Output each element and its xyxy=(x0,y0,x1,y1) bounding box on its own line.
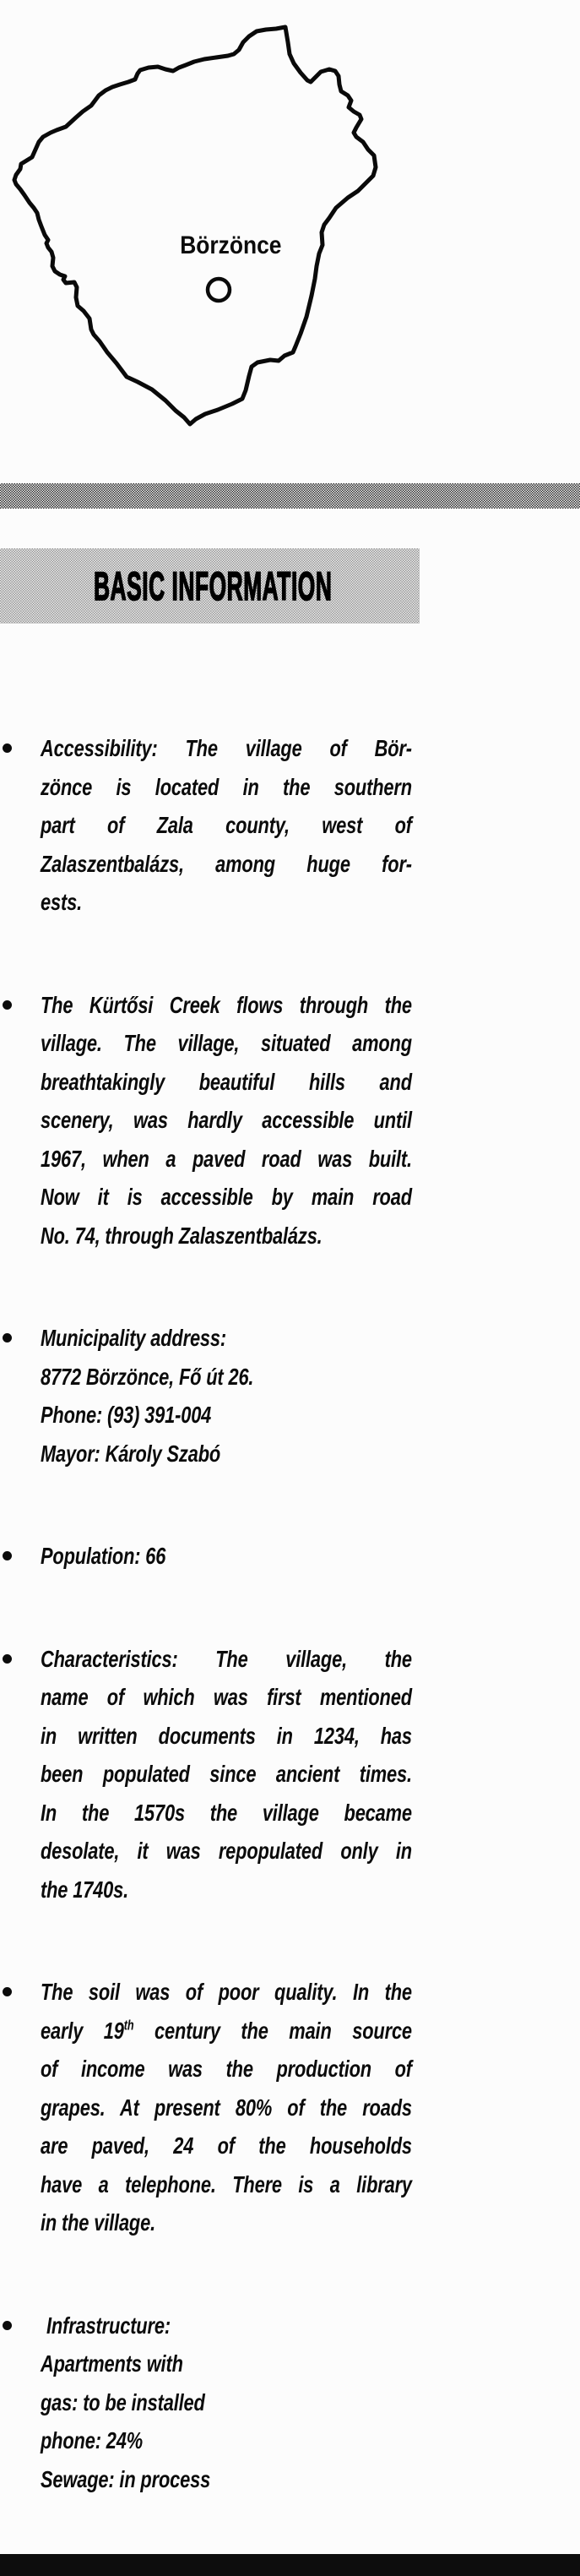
text-line: Apartments with xyxy=(41,2350,183,2377)
list-item-text xyxy=(41,1537,412,1576)
list-item-text xyxy=(41,1973,412,2242)
text-line: Now it is accessible by main road xyxy=(41,1184,412,1210)
text-line: of income was the production of xyxy=(41,2056,412,2082)
text-line: In the 1570s the village became xyxy=(41,1799,412,1826)
text-fragment: century the main source xyxy=(133,2017,412,2044)
bullet-icon xyxy=(3,1000,12,1010)
list-item-municipality xyxy=(0,1319,420,1473)
text-line: are paved, 24 of the households xyxy=(41,2132,412,2159)
text-line: The Kürtősi Creek flows through the xyxy=(41,991,412,1018)
list-item-population xyxy=(0,1537,420,1576)
text-line: The soil was of poor quality. In the xyxy=(41,1979,412,2005)
text-line: Infrastructure: xyxy=(46,2312,171,2339)
list-item-text xyxy=(41,729,412,922)
text-line: desolate, it was repopulated only in xyxy=(41,1838,412,1864)
section-title: BASIC INFORMATION xyxy=(93,564,333,608)
list-item-text xyxy=(41,1640,412,1909)
text-line: Sewage: in process xyxy=(41,2465,211,2492)
map-outline xyxy=(14,27,376,424)
bullet-column xyxy=(0,1640,41,1909)
text-line: 1967, when a paved road was built. xyxy=(41,1145,412,1172)
text-line: scenery, was hardly accessible until xyxy=(41,1107,412,1133)
bullet-column xyxy=(0,1973,41,2242)
text-line: Accessibility: The village of Bör- xyxy=(41,735,412,761)
bullet-column xyxy=(0,986,41,1255)
bullet-icon xyxy=(3,1333,12,1342)
text-line: in written documents in 1234, has xyxy=(41,1722,412,1749)
text-line: Population: 66 xyxy=(41,1543,166,1569)
text-line: grapes. At present 80% of the roads xyxy=(41,2094,412,2121)
village-label-text: Börzönce xyxy=(179,231,282,259)
list-item-text xyxy=(41,2306,412,2499)
text-line: Zalaszentbalázs, among huge for- xyxy=(41,850,412,877)
text-line: the 1740s. xyxy=(41,1876,129,1903)
text-line: gas: to be installed xyxy=(41,2388,205,2415)
superscript-ordinal: th xyxy=(123,2018,134,2034)
bullet-icon xyxy=(3,2321,12,2330)
bullet-column xyxy=(0,2306,41,2499)
text-fragment: early 19 xyxy=(41,2017,124,2044)
bullet-column xyxy=(0,1319,41,1473)
text-line: in the village. xyxy=(41,2209,156,2236)
text-line: No. 74, through Zalaszentbalázs. xyxy=(41,1222,323,1249)
text-line: ests. xyxy=(41,889,83,915)
text-line: name of which was first mentioned xyxy=(41,1684,412,1710)
list-item-accessibility xyxy=(0,729,420,922)
text-line xyxy=(41,2012,412,2050)
text-line: Municipality address: xyxy=(41,1325,227,1351)
text-line: Mayor: Károly Szabó xyxy=(41,1440,221,1467)
info-list xyxy=(0,729,420,2562)
list-item-infrastructure xyxy=(0,2306,420,2499)
text-line: been populated since ancient times. xyxy=(41,1761,412,1787)
text-line: zönce is located in the southern xyxy=(41,773,412,800)
list-item-text xyxy=(41,986,412,1255)
bullet-column xyxy=(0,729,41,922)
section-header-bar xyxy=(0,548,420,624)
text-line: have a telephone. There is a library xyxy=(41,2170,412,2197)
text-line: phone: 24% xyxy=(41,2427,144,2453)
list-item-text xyxy=(41,1319,412,1473)
list-item-characteristics xyxy=(0,1640,420,1909)
bottom-rule-bar xyxy=(0,2554,580,2576)
text-line: village. The village, situated among xyxy=(41,1030,412,1056)
bullet-icon xyxy=(3,1987,12,1996)
bullet-icon xyxy=(3,1654,12,1664)
village-label xyxy=(135,231,326,260)
text-line: 8772 Börzönce, Fő út 26. xyxy=(41,1363,254,1390)
list-item-creek xyxy=(0,986,420,1255)
text-line: Phone: (93) 391-004 xyxy=(41,1402,212,1428)
list-item-soil-economy xyxy=(0,1973,420,2242)
text-line: breathtakingly beautiful hills and xyxy=(41,1068,412,1095)
bullet-column xyxy=(0,1537,41,1576)
text-line: Characteristics: The village, the xyxy=(41,1645,412,1672)
divider-bar xyxy=(0,483,580,509)
bullet-icon xyxy=(3,743,12,753)
village-boundary-map xyxy=(0,0,580,456)
bullet-icon xyxy=(3,1551,12,1560)
text-line: part of Zala county, west of xyxy=(41,812,412,838)
village-marker-icon xyxy=(208,279,230,301)
